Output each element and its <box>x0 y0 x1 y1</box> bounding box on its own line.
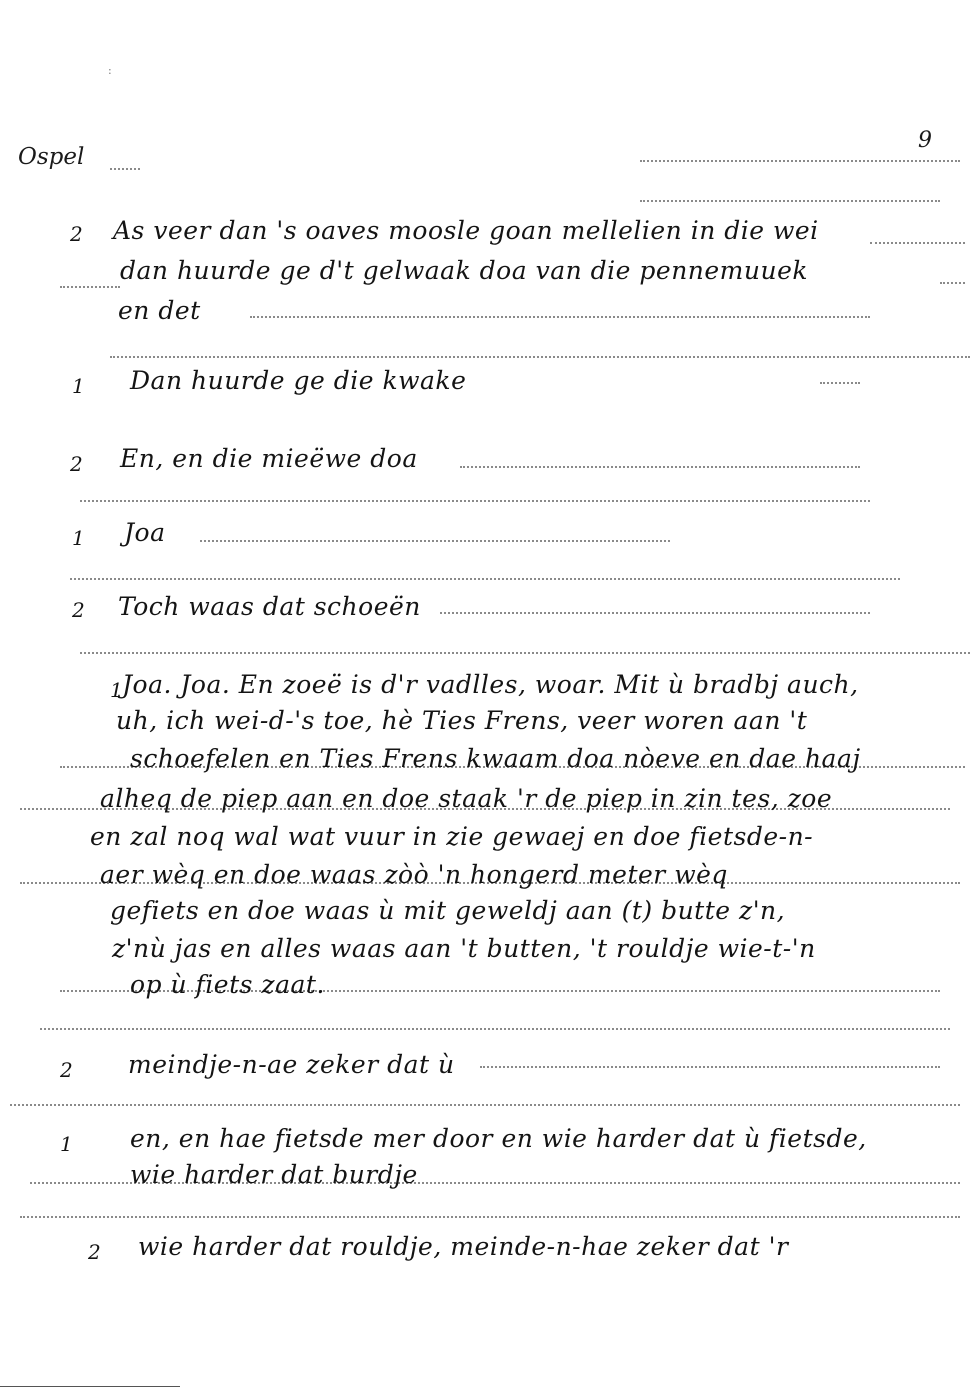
transcript-line: alheq de piep aan en doe staak 'r de piep in zin tes, zoe <box>100 784 833 813</box>
dotted-line <box>820 382 860 384</box>
speaker-number: 2 <box>70 222 83 246</box>
transcript-line: schoefelen en Ties Frens kwaam doa nòeve en dae haaj <box>130 744 861 773</box>
transcript-line: op ù fiets zaat. <box>130 970 325 999</box>
dotted-line <box>870 242 965 244</box>
transcript-line: dan huurde ge d't gelwaak doa van die pennemuuek <box>120 256 809 285</box>
transcript-line: As veer dan 's oaves moosle goan mellelien in die wei <box>113 216 819 245</box>
dotted-line <box>110 168 140 170</box>
speaker-number: 1 <box>60 1132 73 1156</box>
transcript-line: aer wèq en doe waas zòò 'n hongerd meter wèq <box>100 860 728 889</box>
transcript-line: z'nù jas en alles waas aan 't butten, 't rouldje wie-t-'n <box>112 934 816 963</box>
speaker-number: 2 <box>70 452 83 476</box>
transcript-line: Toch waas dat schoeën <box>118 592 421 621</box>
speaker-number: 1 <box>72 526 85 550</box>
speaker-number: 2 <box>88 1240 101 1264</box>
dotted-line <box>200 540 670 542</box>
speck-mark: : <box>108 64 112 77</box>
speaker-number: 1 <box>72 374 85 398</box>
transcript-line: en zal noq wal wat vuur in zie gewaej en doe fietsde-n- <box>90 822 814 851</box>
dotted-line <box>80 652 970 654</box>
bottom-rule <box>0 1386 180 1387</box>
dotted-line <box>460 466 860 468</box>
dotted-line <box>10 1104 960 1106</box>
speaker-number: 2 <box>60 1058 73 1082</box>
dotted-line <box>40 1028 950 1030</box>
dotted-line <box>250 316 870 318</box>
transcript-line: en, en hae fietsde mer door en wie harder dat ù fietsde, <box>130 1124 867 1153</box>
transcript-line: En, en die mieëwe doa <box>120 444 418 473</box>
dotted-line <box>60 286 120 288</box>
transcript-line: uh, ich wei-d-'s toe, hè Ties Frens, veer woren aan 't <box>116 706 808 735</box>
transcript-line: Joa. Joa. En zoeë is d'r vadlles, woar. Mit ù bradbj auch, <box>122 670 859 699</box>
dotted-line <box>440 612 870 614</box>
dotted-line <box>940 282 965 284</box>
transcript-line: gefiets en doe waas ù mit geweldj aan (t) butte z'n, <box>110 896 786 925</box>
dotted-line <box>70 578 900 580</box>
dotted-line <box>110 356 970 358</box>
place-name: Ospel <box>18 144 85 170</box>
transcript-line: meindje-n-ae zeker dat ù <box>128 1050 455 1079</box>
dotted-line <box>640 160 960 162</box>
transcript-line: wie harder dat rouldje, meinde-n-hae zeker dat 'r <box>138 1232 789 1261</box>
speaker-number: 2 <box>72 598 85 622</box>
dotted-line <box>480 1066 940 1068</box>
dotted-line <box>20 1216 960 1218</box>
transcript-line: Joa <box>124 518 166 547</box>
dotted-line <box>80 500 870 502</box>
transcript-line: en det <box>118 296 201 325</box>
transcript-line: wie harder dat burdje <box>130 1160 418 1189</box>
page-number: 9 <box>918 128 932 153</box>
transcript-line: Dan huurde ge die kwake <box>130 366 467 395</box>
speaker-number: 1 <box>110 678 123 702</box>
dotted-line <box>640 200 940 202</box>
